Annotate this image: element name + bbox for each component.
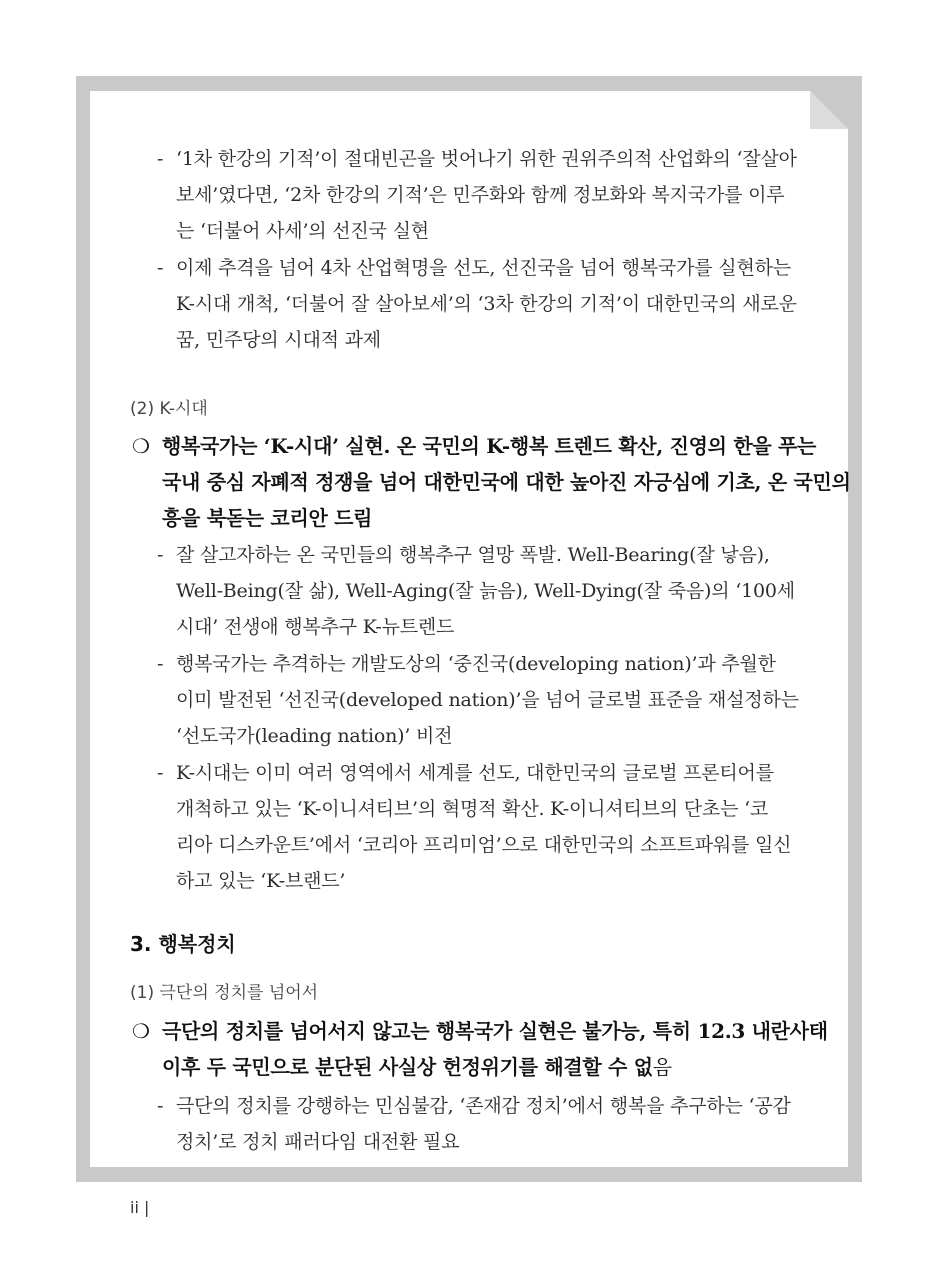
subsection-title: (2) K-시대 [130,399,208,419]
bullet-line: 잘 살고자하는 온 국민들의 행복추구 열망 폭발. Well-Bearing(잘 낳음), [176,544,770,566]
key-point [132,1013,828,1085]
key-point-line: 흥을 북돋는 코리안 드림 [162,506,373,530]
bullet-dash: - [157,653,164,675]
bullet-item [157,537,795,645]
circle-bullet-icon: ❍ [132,1019,150,1043]
bullet-dash: - [157,1095,164,1117]
key-point-tail: 음 [652,1055,672,1079]
bullet-line: ‘선도국가(leading nation)’ 비전 [176,725,453,747]
bullet-item [157,1088,791,1160]
bullet-dash: - [157,762,164,784]
bullet-line: 는 ‘더불어 사세’의 선진국 실현 [176,220,429,242]
key-point-line: 극단의 정치를 넘어서지 않고는 행복국가 실현은 불가능, 특히 12.3 내란사태 [162,1019,828,1043]
bullet-line: 하고 있는 ‘K-브랜드’ [176,870,346,892]
bullet-line: 극단의 정치를 강행하는 민심불감, ‘존재감 정치’에서 행복을 추구하는 ‘공감 [176,1095,791,1117]
key-point-line: 국내 중심 자폐적 정쟁을 넘어 대한민국에 대한 높아진 자긍심에 기초, 온 국민의 [162,470,851,494]
bullet-line: 이제 추격을 넘어 4차 산업혁명을 선도, 선진국을 넘어 행복국가를 실현하는 [176,257,791,279]
section-title: 3. 행복정치 [130,932,236,956]
bullet-line: K-시대 개척, ‘더불어 잘 살아보세’의 ‘3차 한강의 기적’이 대한민국의 새로운 [176,293,797,315]
page-number: ii | [130,1198,150,1217]
bullet-item [157,755,792,899]
bullet-line: 리아 디스카운트’에서 ‘코리아 프리미엄’으로 대한민국의 소프트파워를 일신 [176,834,792,856]
key-point [132,428,851,536]
bullet-item [157,646,799,754]
bullet-line: K-시대는 이미 여러 영역에서 세계를 선도, 대한민국의 글로벌 프론티어를 [176,762,774,784]
bullet-line: 보세’였다면, ‘2차 한강의 기적’은 민주화와 함께 정보화와 복지국가를 이루 [176,184,785,206]
key-point-line: 행복국가는 ‘K-시대’ 실현. 온 국민의 K-행복 트렌드 확산, 진영의 한을 푸는 [162,434,817,458]
bullet-line: 개척하고 있는 ‘K-이니셔티브’의 혁명적 확산. K-이니셔티브의 단초는 ‘코 [176,798,769,820]
bullet-line: 꿈, 민주당의 시대적 과제 [176,329,381,351]
bullet-line: Well-Being(잘 삶), Well-Aging(잘 늙음), Well-Dying(잘 죽음)의 ‘100세 [176,580,795,602]
bullet-line: 이미 발전된 ‘선진국(developed nation)’을 넘어 글로벌 표준을 재설정하는 [176,689,799,711]
bullet-line: 시대’ 전생애 행복추구 K-뉴트렌드 [176,616,455,638]
bullet-dash: - [157,148,164,170]
bullet-item [157,141,797,249]
bullet-item [157,250,797,358]
bullet-dash: - [157,257,164,279]
circle-bullet-icon: ❍ [132,434,150,458]
bullet-line: ‘1차 한강의 기적’이 절대빈곤을 벗어나기 위한 권위주의적 산업화의 ‘잘살아 [176,148,797,170]
subsection-title: (1) 극단의 정치를 넘어서 [130,983,319,1003]
bullet-line: 정치’로 정치 패러다임 대전환 필요 [176,1131,460,1153]
key-point-text: 이후 두 국민으로 분단된 사실상 헌정위기를 해결할 수 없 [162,1055,653,1079]
bullet-line: 행복국가는 추격하는 개발도상의 ‘중진국(developing nation)’과 추월한 [176,653,776,675]
key-point-line [162,1049,828,1085]
bullet-dash: - [157,544,164,566]
